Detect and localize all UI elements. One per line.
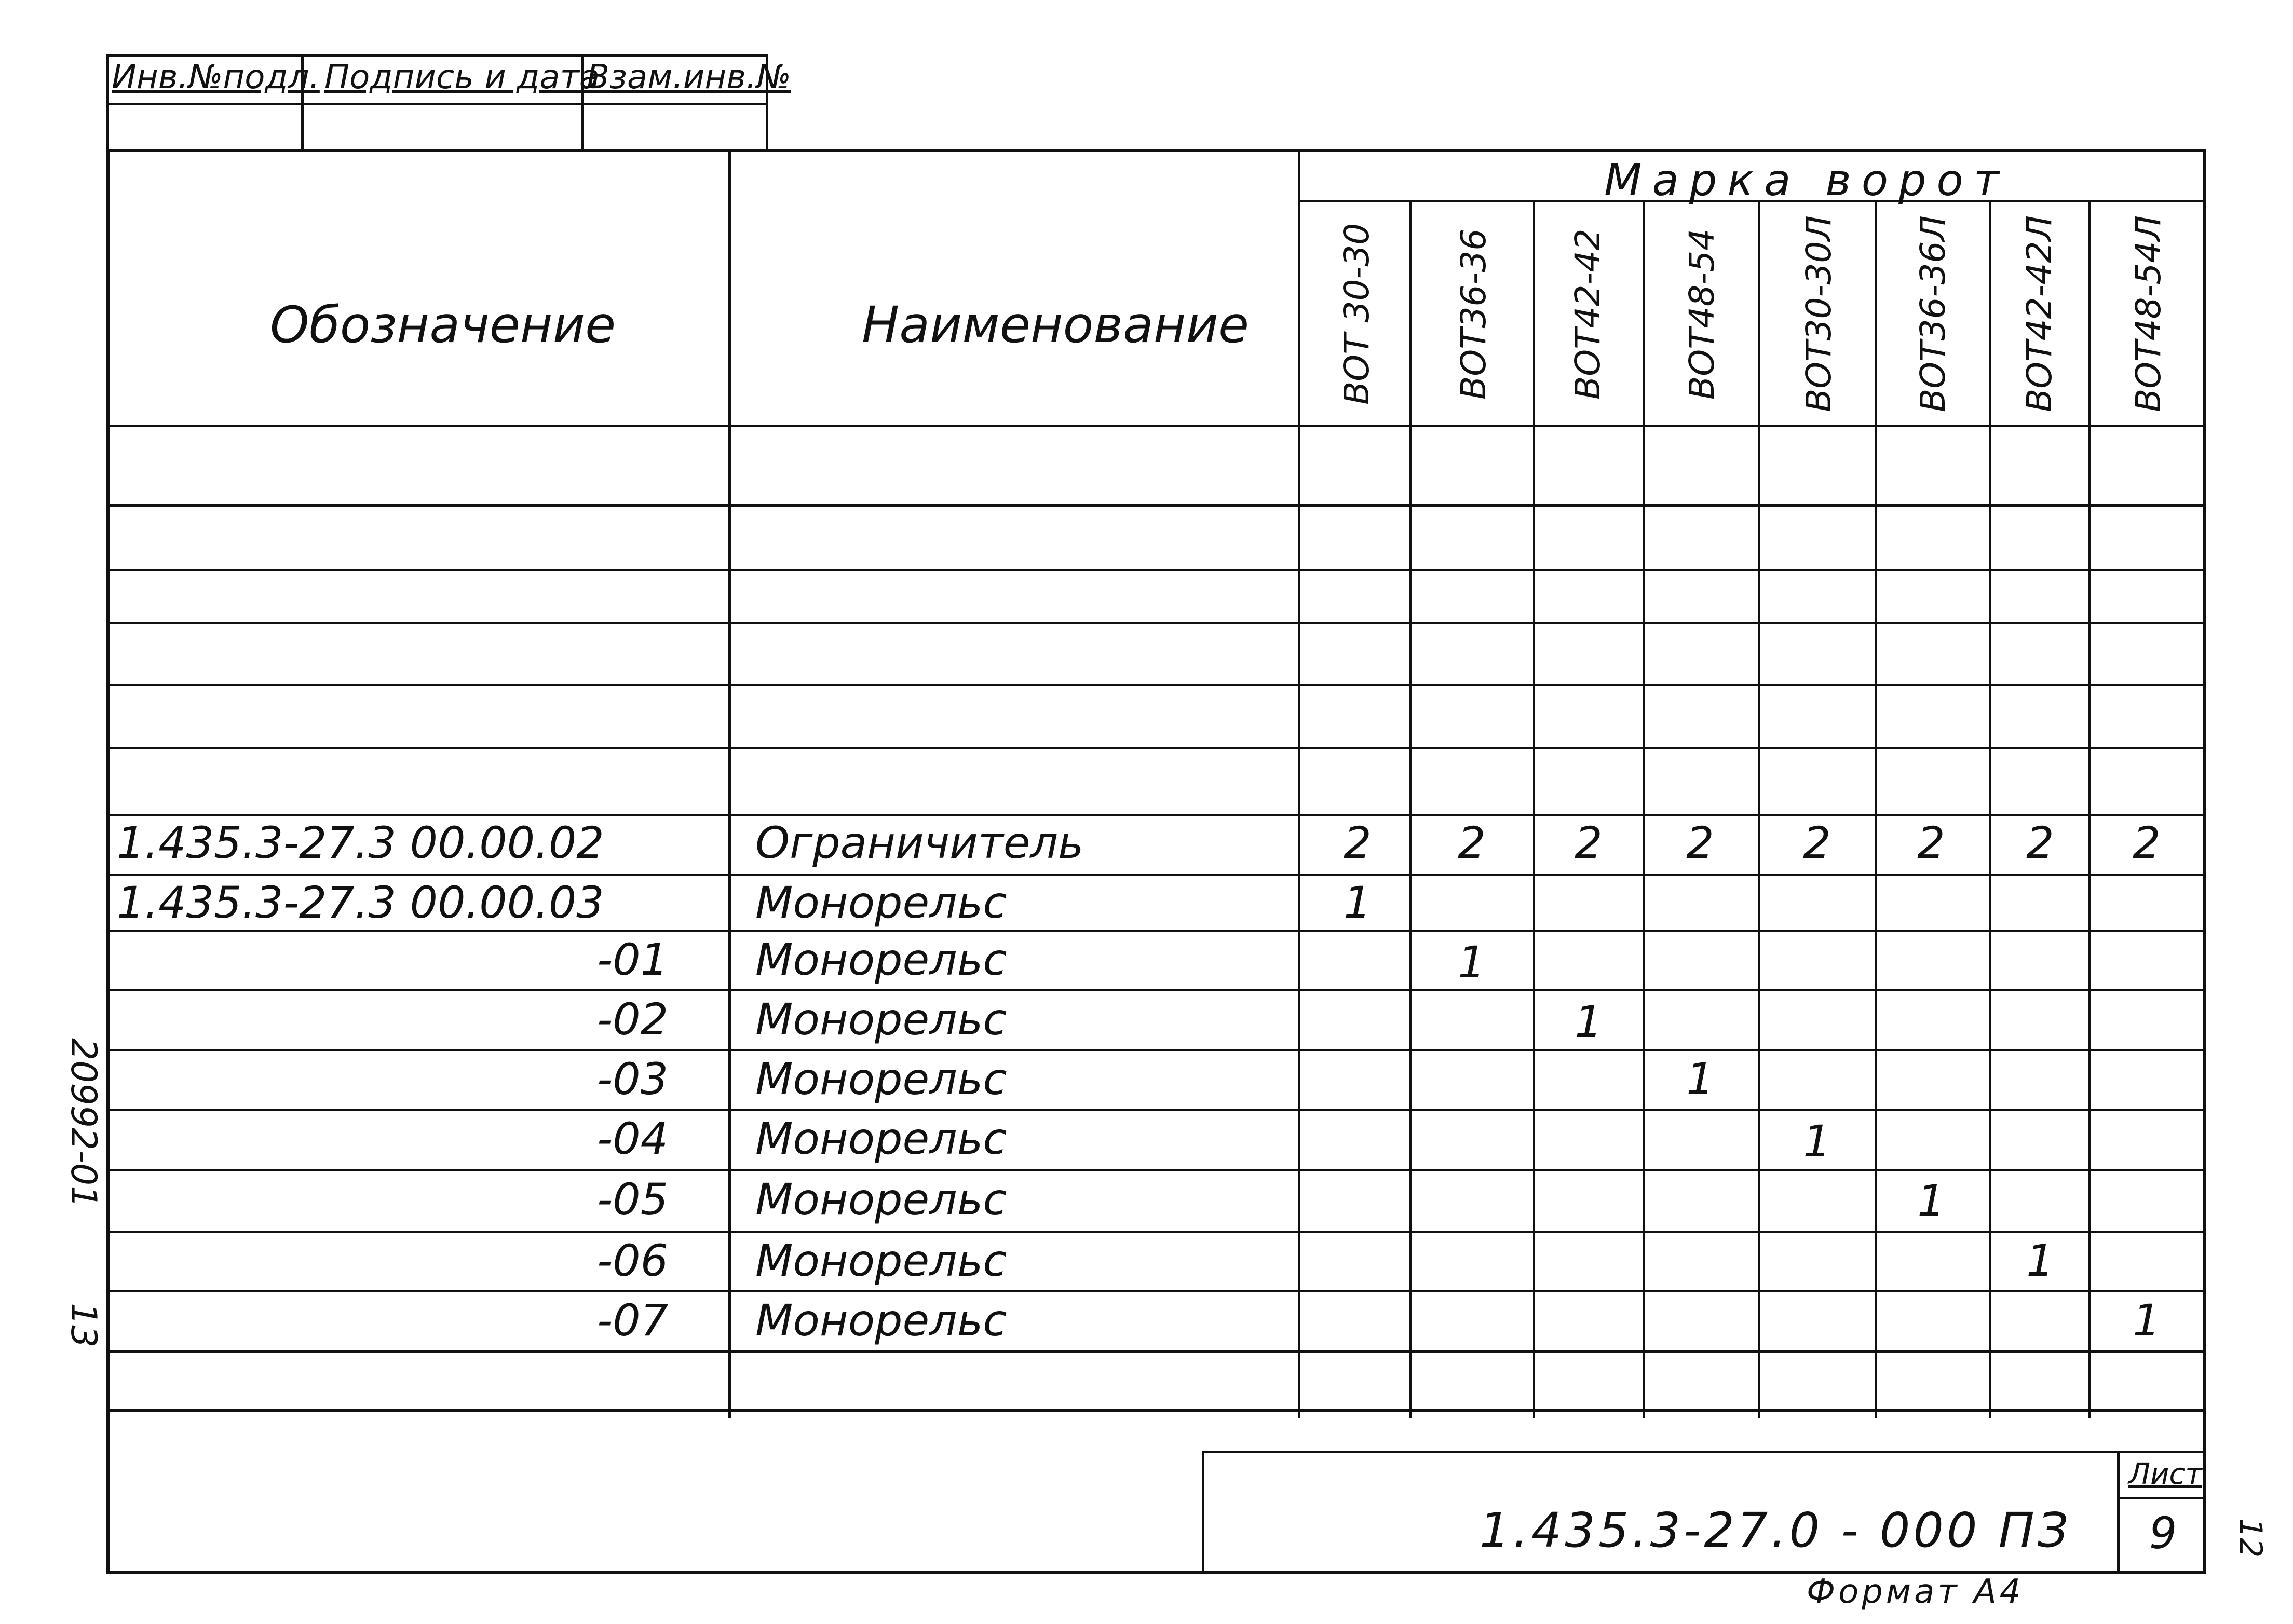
table-row-name: Монорельс	[755, 994, 1007, 1045]
format-label: Формат А4	[1807, 1573, 2024, 1611]
marka-col-2: ВОТ36-36	[1454, 228, 1494, 400]
table-row-designation: 1.435.3-27.3 00.00.03	[117, 877, 604, 928]
table-row-name: Монорельс	[755, 1054, 1007, 1104]
marka-col-1: ВОТ 30-30	[1337, 223, 1377, 405]
document-code: 1.435.3-27.0 - 000 ПЗ	[1480, 1503, 2071, 1558]
table-row-name: Монорельс	[755, 1295, 1007, 1346]
table-row-designation: -06	[597, 1235, 669, 1286]
marka-col-4: ВОТ48-54	[1682, 228, 1722, 400]
qty-cell: 2	[1344, 817, 1372, 868]
marka-col-7: ВОТ42-42Л	[2019, 215, 2059, 413]
qty-cell: 2	[1458, 817, 1486, 868]
table-row-name: Ограничитель	[755, 817, 1084, 868]
table-row-name: Монорельс	[755, 1174, 1007, 1225]
qty-cell: 1	[1803, 1116, 1831, 1167]
sheet-label: Лист	[2128, 1457, 2202, 1491]
marka-col-6: ВОТ36-36Л	[1913, 215, 1953, 413]
qty-cell: 2	[1686, 817, 1714, 868]
table-row-designation: -02	[597, 994, 669, 1045]
qty-cell: 1	[2026, 1235, 2054, 1286]
table-row-designation: -07	[597, 1295, 669, 1346]
qty-cell: 1	[1686, 1054, 1714, 1104]
qty-cell: 1	[2133, 1295, 2161, 1346]
sign-date-label: Подпись и дата	[324, 58, 600, 97]
table-row-name: Монорельс	[755, 1235, 1007, 1286]
marka-col-8: ВОТ48-54Л	[2128, 215, 2168, 413]
col-name-header: Наименование	[862, 296, 1250, 354]
qty-cell: 1	[1344, 877, 1372, 928]
table-row-name: Монорельс	[755, 877, 1007, 928]
qty-cell: 2	[2026, 817, 2054, 868]
table-row-designation: -03	[597, 1054, 669, 1104]
qty-cell: 1	[1917, 1176, 1945, 1226]
marka-title: Марка ворот	[1604, 155, 2010, 206]
qty-cell: 1	[1458, 937, 1486, 988]
qty-cell: 2	[2133, 817, 2161, 868]
qty-cell: 2	[1803, 817, 1831, 868]
qty-cell: 2	[1575, 817, 1603, 868]
inv-label: Инв.№подл.	[112, 58, 320, 97]
corner-number: 12	[2232, 1518, 2269, 1558]
sheet-number: 9	[2149, 1508, 2177, 1559]
vzam-label: Взам.инв.№	[587, 58, 791, 97]
table-row-designation: -04	[597, 1113, 669, 1164]
col-designation-header: Обозначение	[270, 296, 616, 354]
table-row-designation: -05	[597, 1174, 669, 1225]
marka-col-5: ВОТ30-30Л	[1799, 215, 1839, 413]
table-row-designation: 1.435.3-27.3 00.00.02	[117, 817, 604, 868]
qty-cell: 1	[1575, 997, 1603, 1047]
table-row-designation: -01	[597, 934, 669, 985]
marka-col-3: ВОТ42-42	[1568, 228, 1608, 400]
table-row-name: Монорельс	[755, 934, 1007, 985]
side-code: 20992-01	[63, 1038, 104, 1208]
qty-cell: 2	[1917, 817, 1945, 868]
table-row-name: Монорельс	[755, 1113, 1007, 1164]
side-page-number: 13	[63, 1303, 104, 1348]
